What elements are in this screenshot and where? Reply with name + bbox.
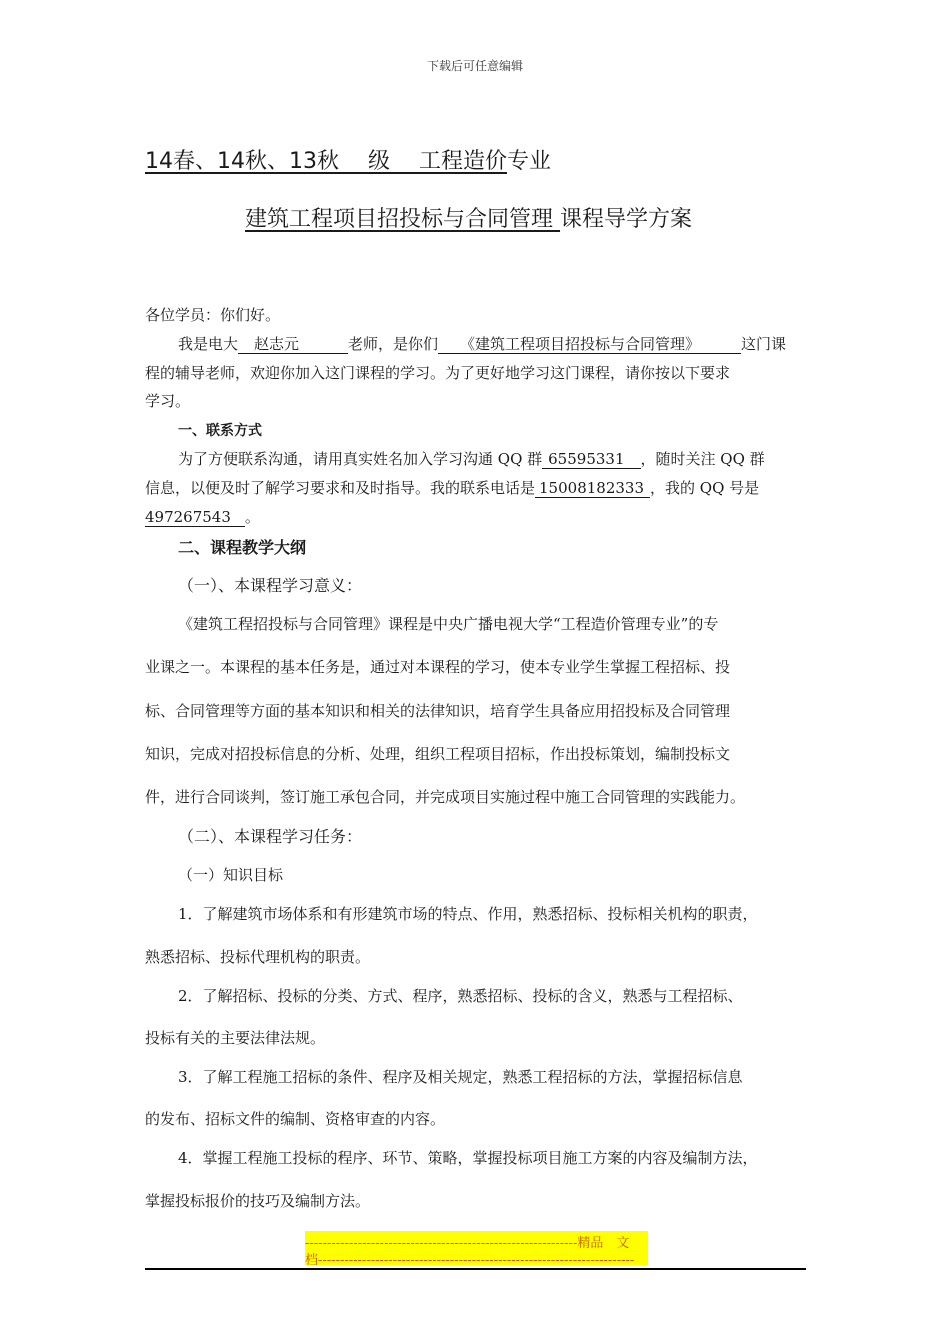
course-name: 《建筑工程项目招投标与合同管理》 [438, 336, 741, 354]
contact-heading: 一、联系方式 [178, 423, 262, 439]
intro-line-2: 程的辅导老师，欢迎你加入这门课程的学习。为了更好地学习这门课程，请你按以下要求 [145, 364, 731, 382]
contact-end: 。 [244, 508, 260, 526]
footer-line-1: --------------------------------------------------------------精品 文 [305, 1236, 630, 1251]
title-major: 工程造价 [419, 149, 508, 174]
title-course-suffix: 课程导学方案 [560, 207, 693, 232]
subsection-2-heading: （二）、本课程学习任务： [178, 827, 363, 846]
qq-number: 497267543 [145, 509, 245, 527]
significance-line-2: 业课之一。本课程的基本任务是，通过对本课程的学习，使本专业学生掌握工程招标、投 [145, 658, 731, 676]
title-major-suffix: 专业 [507, 149, 552, 174]
significance-line-1: 《建筑工程招投标与合同管理》课程是中央广播电视大学“工程造价管理专业”的专 [178, 615, 719, 633]
knowledge-goals-heading: （一）知识目标 [178, 866, 284, 884]
goal-1-line-2: 熟悉招标、投标代理机构的职责。 [145, 948, 371, 966]
title-level: 级 [367, 149, 390, 174]
contact-line-3 [145, 506, 260, 527]
phone-number: 15008182333 [535, 480, 650, 498]
intro-text-b: 老师，是你们 [348, 335, 439, 353]
title-line-1 [145, 144, 551, 175]
title-line-2 [245, 202, 692, 233]
goal-3-line-2: 的发布、招标文件的编制、资格审查的内容。 [145, 1110, 446, 1128]
significance-line-4: 知识，完成对招投标信息的分析、处理，组织工程项目招标，作出投标策划，编制投标文 [145, 745, 731, 763]
contact-text-b: ，随时关注 QQ 群 [640, 450, 765, 468]
contact-text-d: ，我的 QQ 号是 [650, 479, 760, 497]
contact-line-1 [178, 448, 765, 469]
qq-group-number: 65595331 [542, 451, 640, 469]
intro-text-c: 这门课 [741, 335, 787, 353]
contact-line-2 [145, 477, 759, 498]
subsection-1-heading: （一）、本课程学习意义： [178, 576, 363, 595]
contact-text-a: 为了方便联系沟通，请用真实姓名加入学习沟通 QQ 群 [178, 450, 543, 468]
title-gap-2 [390, 149, 419, 174]
goal-2-line-1: 2．了解招标、投标的分类、方式、程序，熟悉招标、投标的含义，熟悉与工程招标、 [178, 987, 743, 1005]
goal-2-line-2: 投标有关的主要法律法规。 [145, 1029, 326, 1047]
contact-text-c: 信息，以便及时了解学习要求和及时指导。我的联系电话是 [145, 479, 536, 497]
footer-rule [145, 1268, 806, 1270]
header-note: 下载后可任意编辑 [426, 59, 523, 73]
title-terms: 14春、14秋、13秋 [145, 149, 339, 174]
intro-line-1 [178, 333, 786, 354]
title-gap-3 [553, 207, 560, 232]
goal-4-line-2: 掌握投标报价的技巧及编制方法。 [145, 1192, 371, 1210]
greeting: 各位学员：你们好。 [145, 306, 281, 324]
goal-4-line-1: 4．掌握工程施工投标的程序、环节、策略，掌握投标项目施工方案的内容及编制方法， [178, 1149, 758, 1167]
footer-line-2: 档------------------------------------------------------------------------ [305, 1253, 635, 1268]
goal-3-line-1: 3．了解工程施工招标的条件、程序及相关规定，熟悉工程招标的方法，掌握招标信息 [178, 1068, 743, 1086]
outline-heading: 二、课程教学大纲 [178, 538, 307, 557]
significance-line-5: 件，进行合同谈判，签订施工承包合同，并完成项目实施过程中施工合同管理的实践能力。 [145, 788, 746, 806]
teacher-name: 赵志元 [238, 336, 348, 354]
intro-line-3: 学习。 [145, 392, 191, 410]
title-course: 建筑工程项目招投标与合同管理 [245, 207, 554, 232]
intro-text-a: 我是电大 [178, 335, 239, 353]
significance-line-3: 标、合同管理等方面的基本知识和相关的法律知识，培育学生具备应用招投标及合同管理 [145, 702, 731, 720]
goal-1-line-1: 1．了解建筑市场体系和有形建筑市场的特点、作用，熟悉招标、投标相关机构的职责， [178, 905, 758, 923]
title-gap-1 [339, 149, 368, 174]
